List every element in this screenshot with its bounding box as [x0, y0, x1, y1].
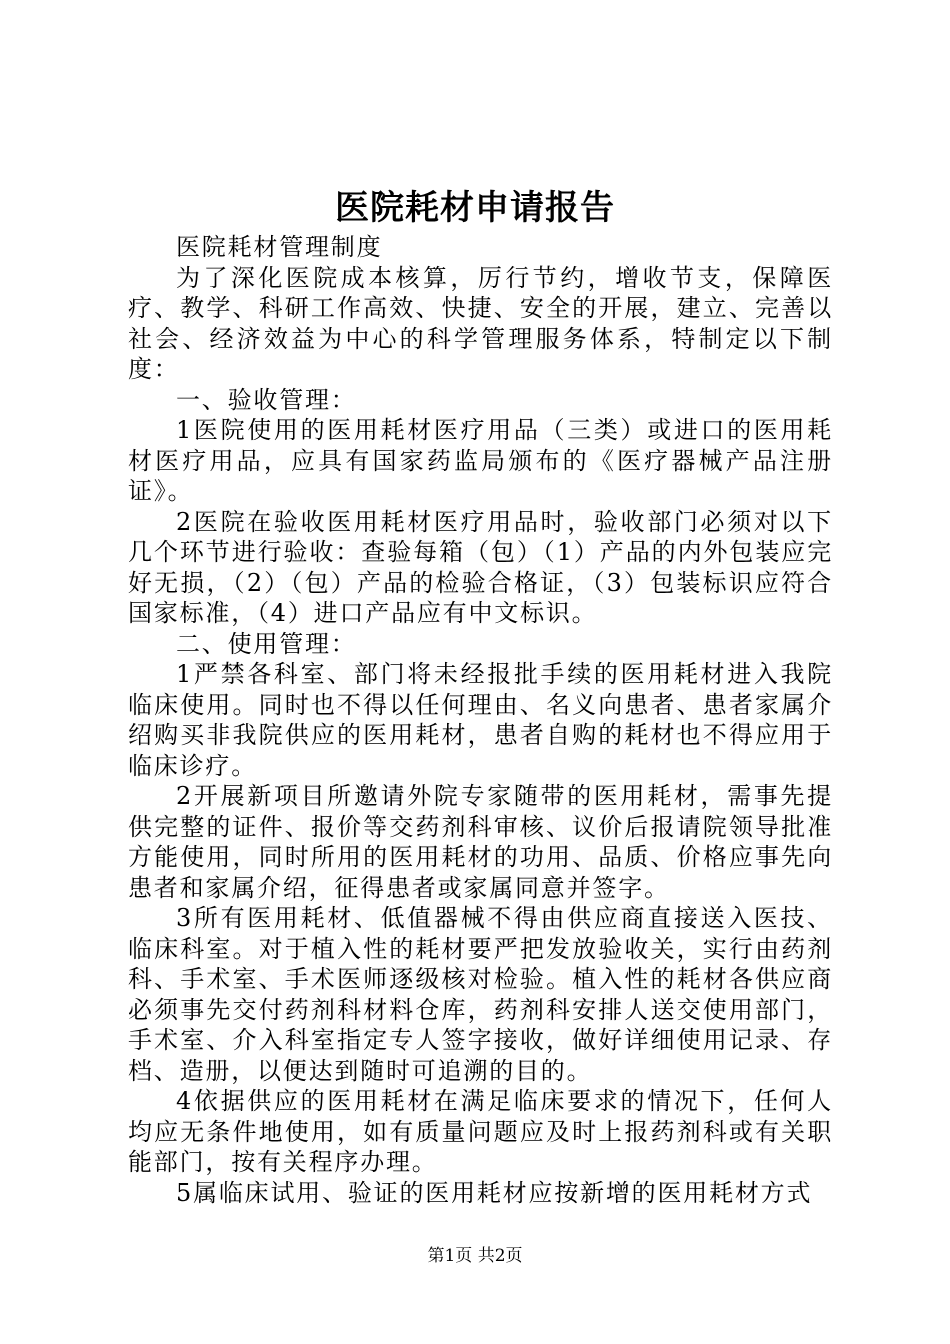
- paragraph-usage-5: 5属临床试用、验证的医用耗材应按新增的医用耗材方式: [176, 1178, 813, 1207]
- page-number: 第1页 共2页: [427, 1246, 523, 1266]
- paragraph-acceptance-2: 2医院在验收医用耗材医疗用品时，验收部门必须对以下几个环节进行验收：查验每箱（包）（1）产品的内外包装应完好无损，（2）（包）产品的检验合格证，（3）包装标识应符合国家标准，（4）进口产品应有中文标识。: [128, 507, 833, 627]
- paragraph-heading: 医院耗材管理制度: [176, 233, 383, 261]
- paragraph-usage-2: 2开展新项目所邀请外院专家随带的医用耗材，需事先提供完整的证件、报价等交药剂科审核、议价后报请院领导批准方能使用，同时所用的医用耗材的功用、品质、价格应事先向患者和家属介绍，征得患者或家属同意并签字。: [128, 782, 833, 902]
- paragraph-acceptance-1: 1医院使用的医用耗材医疗用品（三类）或进口的医用耗材医疗用品，应具有国家药监局颁布的《医疗器械产品注册证》。: [128, 416, 833, 505]
- page-footer: [0, 1244, 950, 1268]
- paragraph-usage-4: 4依据供应的医用耗材在满足临床要求的情况下，任何人均应无条件地使用，如有质量问题应及时上报药剂科或有关职能部门，按有关程序办理。: [128, 1087, 833, 1176]
- section-heading-acceptance: 一、验收管理：: [176, 385, 357, 414]
- document-title: 医院耗材申请报告: [335, 188, 615, 228]
- paragraph-usage-1: 1严禁各科室、部门将未经报批手续的医用耗材进入我院临床使用。同时也不得以任何理由、名义向患者、患者家属介绍购买非我院供应的医用耗材，患者自购的耗材也不得应用于临床诊疗。: [128, 660, 833, 780]
- paragraph-usage-3: 3所有医用耗材、低值器械不得由供应商直接送入医技、临床科室。对于植入性的耗材要严把发放验收关，实行由药剂科、手术室、手术医师逐级核对检验。植入性的耗材各供应商必须事先交付药剂科材料仓库，药剂科安排人送交使用部门，手术室、介入科室指定专人签字接收，做好详细使用记录、存档、造册，以便达到随时可追溯的目的。: [128, 904, 833, 1085]
- document-body: [128, 232, 833, 1208]
- section-heading-usage: 二、使用管理：: [176, 629, 357, 658]
- paragraph-intro: 为了深化医院成本核算，厉行节约，增收节支，保障医疗、教学、科研工作高效、快捷、安全的开展，建立、完善以社会、经济效益为中心的科学管理服务体系，特制定以下制度：: [128, 263, 833, 383]
